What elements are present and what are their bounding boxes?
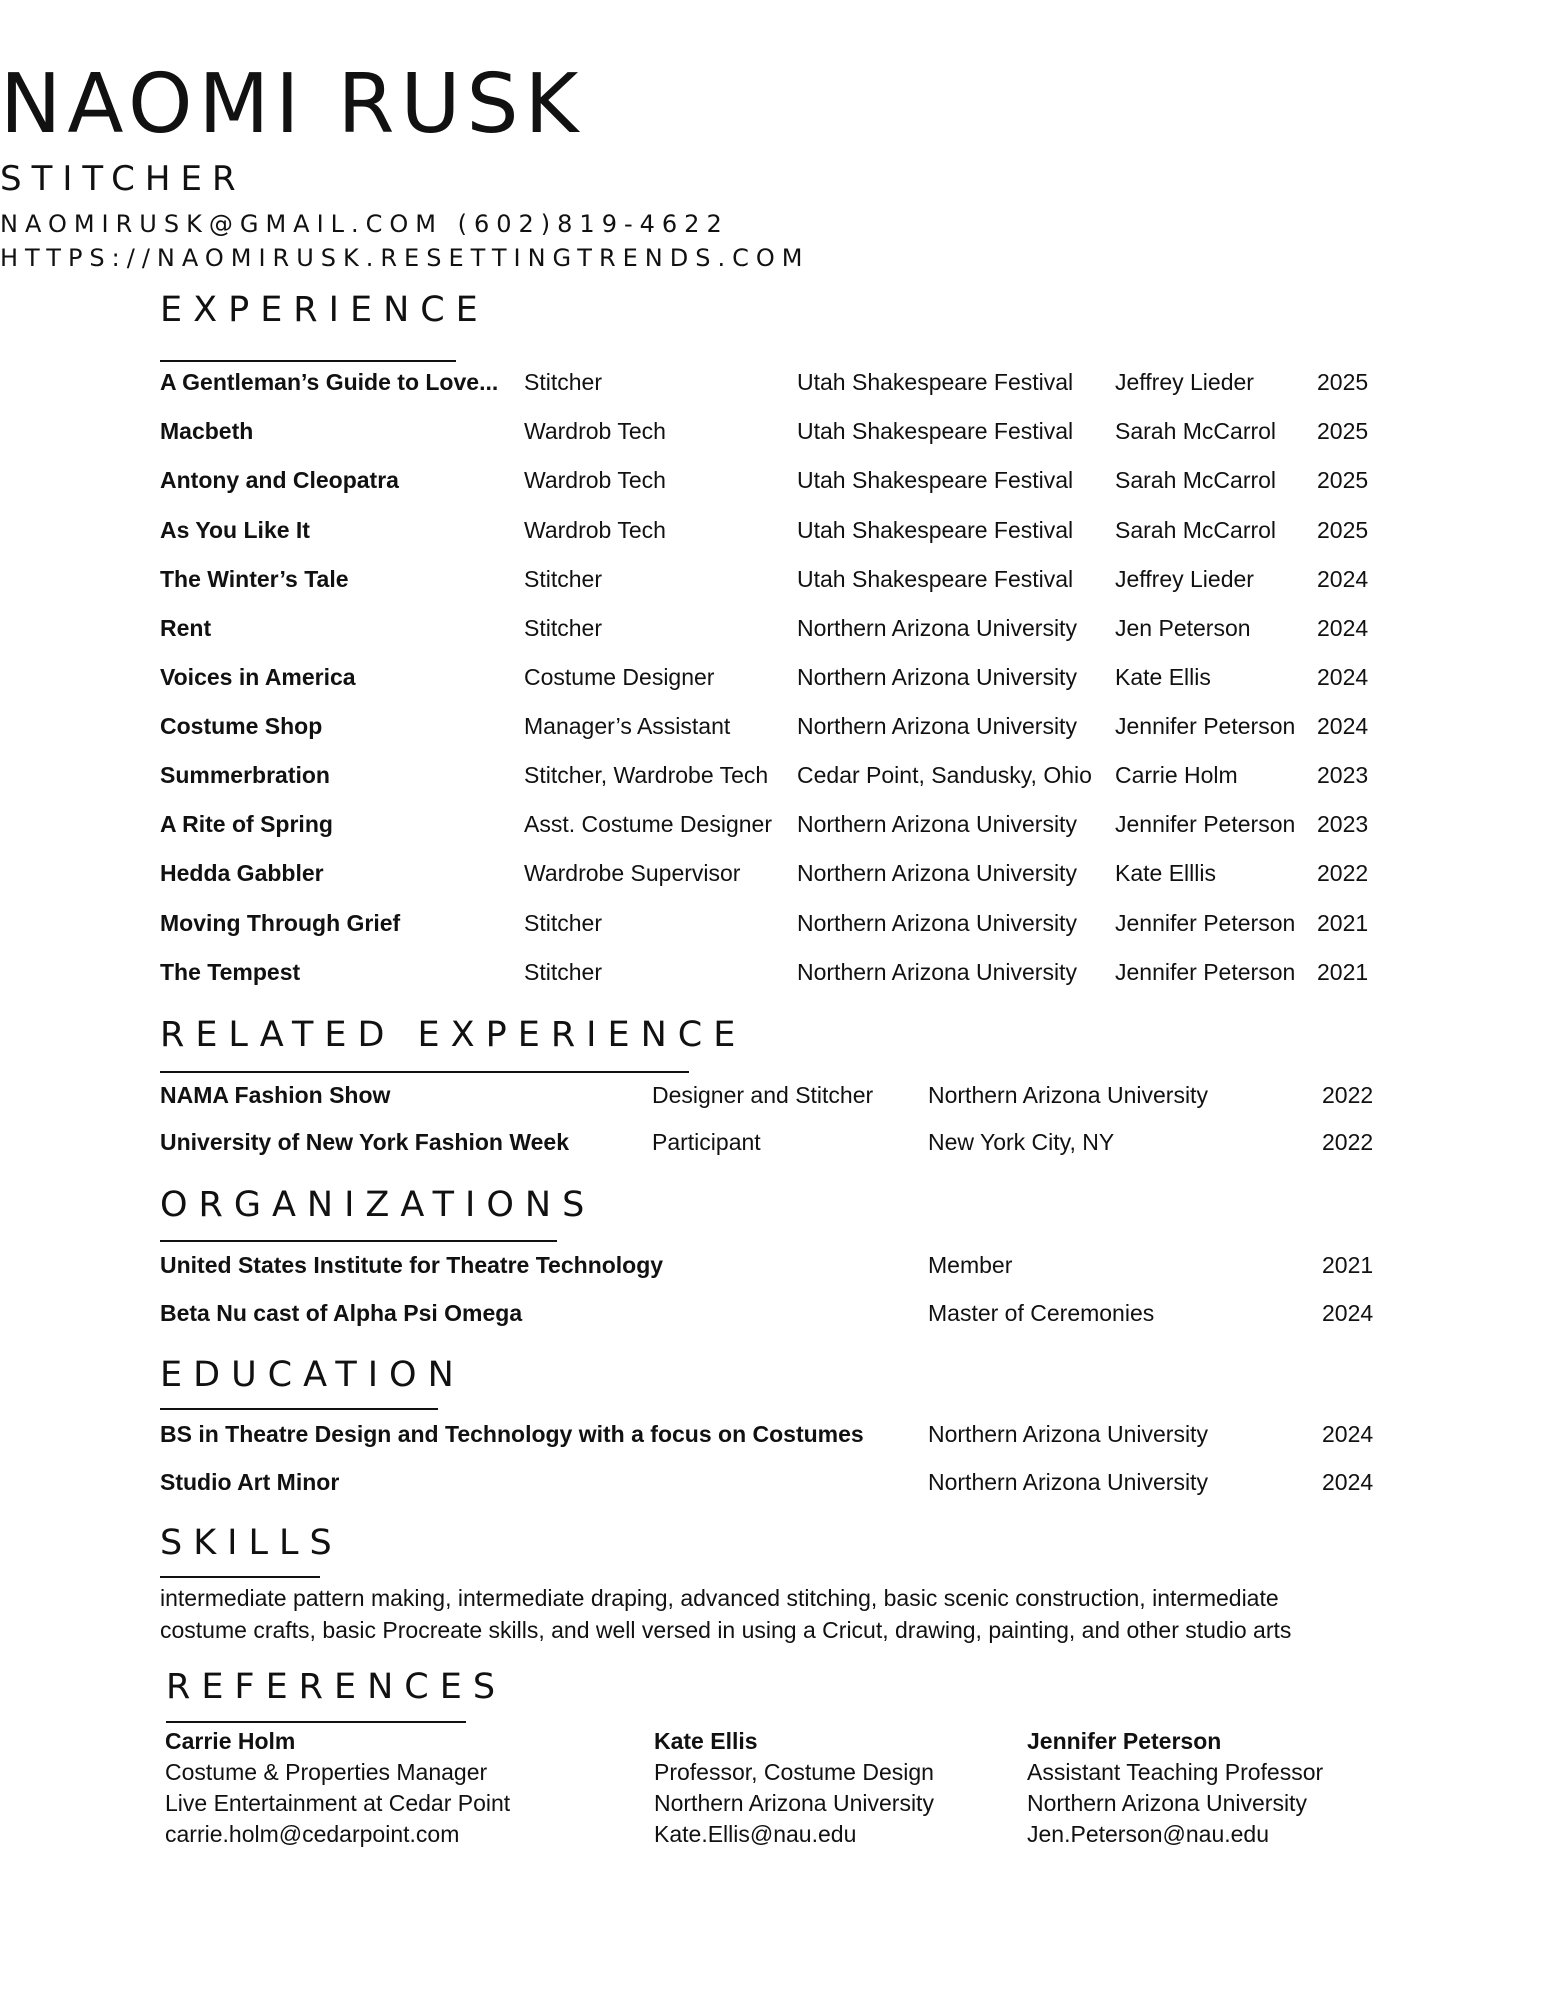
production-name: A Gentleman’s Guide to Love...: [160, 369, 499, 395]
supervisor: Sarah McCarrol: [1115, 418, 1277, 444]
applicant-title: STITCHER: [0, 159, 246, 199]
production-name: Voices in America: [160, 664, 356, 690]
organizations-heading: ORGANIZATIONS: [160, 1185, 596, 1225]
supervisor: Jennifer Peterson: [1115, 713, 1296, 739]
experience-row: [0, 657, 1545, 697]
production-name: Antony and Cleopatra: [160, 467, 399, 493]
company: Cedar Point, Sandusky, Ohio: [797, 762, 1092, 788]
role: Designer and Stitcher: [652, 1082, 874, 1108]
supervisor: Kate Elllis: [1115, 860, 1216, 886]
reference-name: Jennifer Peterson: [1027, 1728, 1222, 1754]
company: Northern Arizona University: [797, 910, 1077, 936]
company: Northern Arizona University: [797, 615, 1077, 641]
company: Utah Shakespeare Festival: [797, 369, 1074, 395]
year: 2022: [1322, 1082, 1374, 1108]
skills-text: [160, 1582, 1420, 1646]
skills-heading: SKILLS: [160, 1523, 343, 1563]
experience-row: [0, 608, 1545, 648]
experience-row: [0, 853, 1545, 893]
related-experience-rule: [160, 1071, 689, 1073]
organization-role: Master of Ceremonies: [928, 1300, 1155, 1326]
supervisor: Jennifer Peterson: [1115, 959, 1296, 985]
contact-line-website: HTTPS://NAOMIRUSK.RESETTINGTRENDS.COM: [0, 244, 810, 272]
year: 2022: [1317, 860, 1369, 886]
role: Stitcher: [524, 615, 602, 641]
company: Northern Arizona University: [797, 664, 1077, 690]
role: Stitcher: [524, 566, 602, 592]
organization-name: Beta Nu cast of Alpha Psi Omega: [160, 1300, 523, 1326]
role: Asst. Costume Designer: [524, 811, 772, 837]
contact-line-email-phone: NAOMIRUSK@GMAIL.COM (602)819-4622: [0, 210, 729, 238]
role: Stitcher, Wardrobe Tech: [524, 762, 769, 788]
role: Wardrob Tech: [524, 517, 666, 543]
year: 2021: [1317, 910, 1369, 936]
experience-row: [0, 559, 1545, 599]
year: 2021: [1322, 1252, 1374, 1278]
related-experience-row: [0, 1122, 1545, 1162]
reference-organization: Live Entertainment at Cedar Point: [165, 1790, 511, 1816]
reference-name: Kate Ellis: [654, 1728, 758, 1754]
production-name: Hedda Gabbler: [160, 860, 324, 886]
reference-title: Costume & Properties Manager: [165, 1759, 488, 1785]
supervisor: Jeffrey Lieder: [1115, 369, 1254, 395]
reference-title: Assistant Teaching Professor: [1027, 1759, 1324, 1785]
experience-row: [0, 952, 1545, 992]
experience-row: [0, 755, 1545, 795]
school: Northern Arizona University: [928, 1469, 1208, 1495]
year: 2025: [1317, 517, 1369, 543]
role: Stitcher: [524, 910, 602, 936]
experience-row: [0, 362, 1545, 402]
company: Utah Shakespeare Festival: [797, 418, 1074, 444]
organization-row: [0, 1293, 1545, 1333]
experience-row: [0, 903, 1545, 943]
year: 2025: [1317, 467, 1369, 493]
supervisor: Sarah McCarrol: [1115, 517, 1277, 543]
production-name: The Tempest: [160, 959, 301, 985]
role: Stitcher: [524, 369, 602, 395]
year: 2021: [1317, 959, 1369, 985]
year: 2024: [1322, 1300, 1374, 1326]
organizations-rule: [160, 1240, 557, 1242]
education-heading: EDUCATION: [160, 1355, 465, 1395]
related-experience-row: [0, 1075, 1545, 1115]
role: Wardrob Tech: [524, 467, 666, 493]
company: Utah Shakespeare Festival: [797, 517, 1074, 543]
reference-email[interactable]: Jen.Peterson@nau.edu: [1027, 1821, 1270, 1847]
year: 2025: [1317, 369, 1369, 395]
experience-row: [0, 804, 1545, 844]
supervisor: Jeffrey Lieder: [1115, 566, 1254, 592]
company: Northern Arizona University: [797, 713, 1077, 739]
supervisor: Sarah McCarrol: [1115, 467, 1277, 493]
role: Wardrob Tech: [524, 418, 666, 444]
company: Northern Arizona University: [797, 811, 1077, 837]
production-name: Summerbration: [160, 762, 330, 788]
supervisor: Jennifer Peterson: [1115, 910, 1296, 936]
company: Northern Arizona University: [797, 959, 1077, 985]
supervisor: Jennifer Peterson: [1115, 811, 1296, 837]
year: 2023: [1317, 811, 1369, 837]
reference-card: [165, 1726, 510, 1850]
event-name: NAMA Fashion Show: [160, 1082, 391, 1108]
reference-title: Professor, Costume Design: [654, 1759, 934, 1785]
production-name: Macbeth: [160, 418, 254, 444]
reference-card: [654, 1726, 934, 1850]
experience-row: [0, 411, 1545, 451]
role: Wardrobe Supervisor: [524, 860, 741, 886]
experience-row: [0, 510, 1545, 550]
production-name: The Winter’s Tale: [160, 566, 349, 592]
organization-row: [0, 1245, 1545, 1285]
year: 2024: [1322, 1469, 1374, 1495]
experience-row: [0, 460, 1545, 500]
company: Northern Arizona University: [797, 860, 1077, 886]
reference-name: Carrie Holm: [165, 1728, 296, 1754]
production-name: As You Like It: [160, 517, 310, 543]
role: Participant: [652, 1129, 761, 1155]
related-experience-heading: RELATED EXPERIENCE: [160, 1015, 747, 1055]
school: Northern Arizona University: [928, 1421, 1208, 1447]
supervisor: Carrie Holm: [1115, 762, 1238, 788]
production-name: A Rite of Spring: [160, 811, 333, 837]
year: 2022: [1322, 1129, 1374, 1155]
reference-card: [1027, 1726, 1323, 1850]
education-row: [0, 1414, 1545, 1454]
production-name: Moving Through Grief: [160, 910, 401, 936]
year: 2024: [1317, 615, 1369, 641]
year: 2024: [1317, 713, 1369, 739]
company: Utah Shakespeare Festival: [797, 467, 1074, 493]
reference-organization: Northern Arizona University: [654, 1790, 934, 1816]
location: New York City, NY: [928, 1129, 1115, 1155]
references-rule: [166, 1721, 466, 1723]
production-name: Costume Shop: [160, 713, 323, 739]
reference-organization: Northern Arizona University: [1027, 1790, 1307, 1816]
event-name: University of New York Fashion Week: [160, 1129, 570, 1155]
references-heading: REFERENCES: [166, 1667, 507, 1707]
education-row: [0, 1462, 1545, 1502]
skills-rule: [160, 1576, 320, 1578]
role: Manager’s Assistant: [524, 713, 731, 739]
location: Northern Arizona University: [928, 1082, 1208, 1108]
company: Utah Shakespeare Festival: [797, 566, 1074, 592]
year: 2025: [1317, 418, 1369, 444]
skills-line: intermediate pattern making, intermediate draping, advanced stitching, basic scenic construction, intermediate: [160, 1585, 1279, 1611]
production-name: Rent: [160, 615, 212, 641]
applicant-name: NAOMI RUSK: [0, 57, 585, 152]
reference-email[interactable]: Kate.Ellis@nau.edu: [654, 1821, 857, 1847]
year: 2024: [1322, 1421, 1374, 1447]
degree: Studio Art Minor: [160, 1469, 340, 1495]
organization-name: United States Institute for Theatre Technology: [160, 1252, 664, 1278]
year: 2024: [1317, 664, 1369, 690]
experience-heading: EXPERIENCE: [160, 290, 489, 330]
organization-role: Member: [928, 1252, 1013, 1278]
degree: BS in Theatre Design and Technology with a focus on Costumes: [160, 1421, 864, 1447]
reference-email[interactable]: carrie.holm@cedarpoint.com: [165, 1821, 460, 1847]
role: Costume Designer: [524, 664, 715, 690]
role: Stitcher: [524, 959, 602, 985]
education-rule: [160, 1408, 438, 1410]
skills-line: costume crafts, basic Procreate skills, and well versed in using a Cricut, drawing, painting, and other studio arts: [160, 1617, 1292, 1643]
year: 2023: [1317, 762, 1369, 788]
supervisor: Kate Ellis: [1115, 664, 1211, 690]
supervisor: Jen Peterson: [1115, 615, 1251, 641]
experience-row: [0, 706, 1545, 746]
year: 2024: [1317, 566, 1369, 592]
